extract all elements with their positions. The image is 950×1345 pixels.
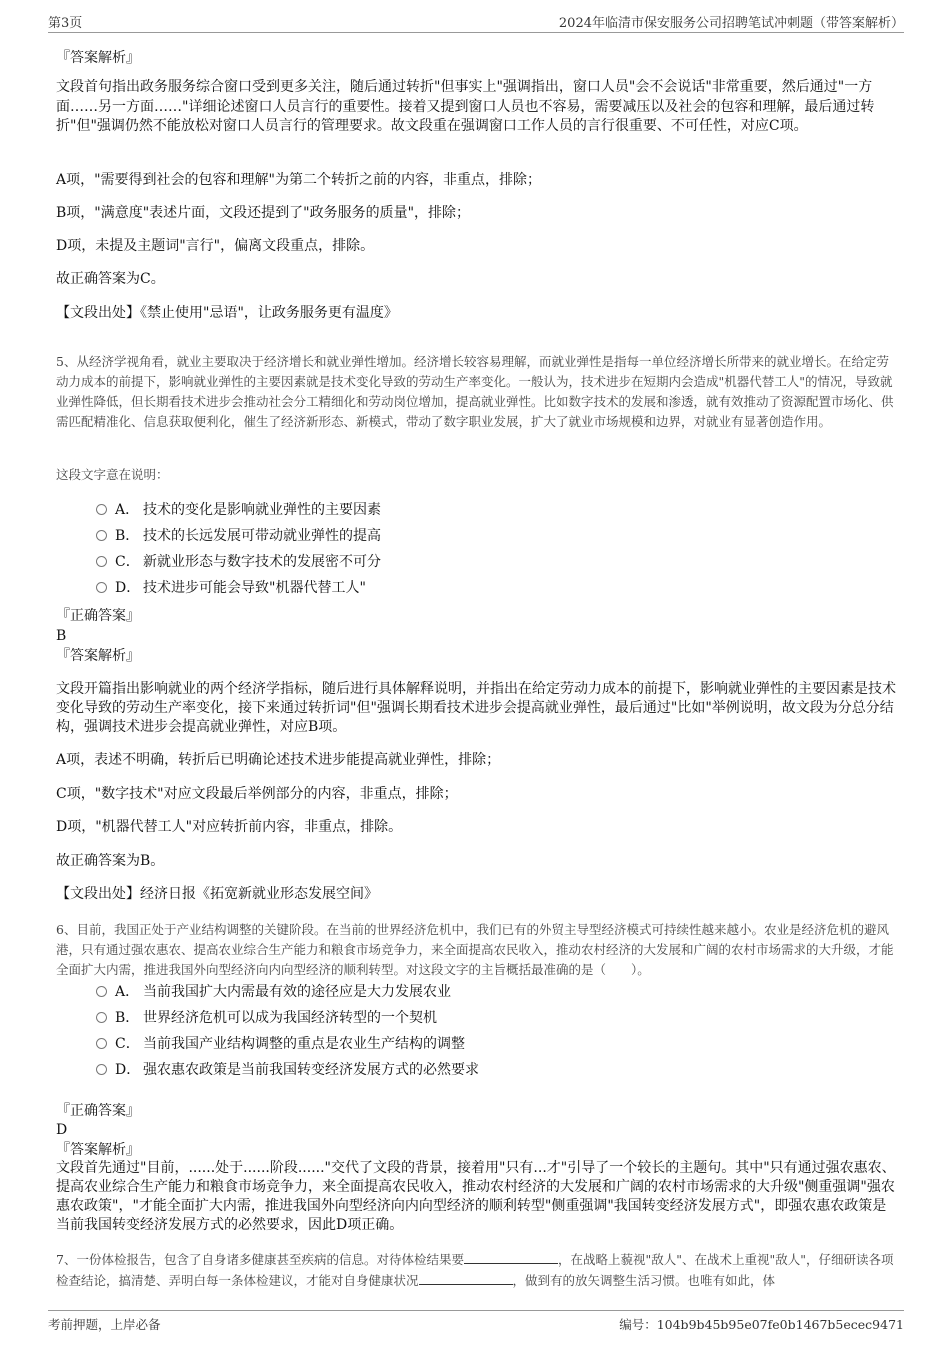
q6-stem: 6、目前，我国正处于产业结构调整的关键阶段。在当前的世界经济危机中，我们已有的外贸主导型经济模式可持续性越来越小。农业是经济危机的避风港，只有通过强农惠农、提高农业综合生产能力和粮食市场竞争力，来全面提高农民收入，推动农村经济的大发展和广阔的农村市场需求的大升级，才能全面扩大内需，推进我国外向型经济向内向型经济的顺利转型。对这段文字的主旨概括最准确的是（ ）。 [56, 922, 894, 977]
q5-option-d[interactable]: D． 技术进步可能会导致"机器代替工人" [96, 578, 366, 598]
q5-option-a-note: A项，表述不明确，转折后已明确论述技术进步能提高就业弹性，排除； [56, 752, 501, 768]
q5-answer: B [56, 628, 67, 644]
q5-option-c-note: C项，"数字技术"对应文段最后举例部分的内容，非重点，排除； [56, 786, 458, 802]
q4-analysis-label: 『答案解析』 [56, 50, 140, 66]
radio-icon[interactable] [96, 1064, 107, 1075]
q5-source: 【文段出处】经济日报《拓宽新就业形态发展空间》 [56, 886, 378, 902]
q5-option-d-note: D项，"机器代替工人"对应转折前内容，非重点，排除。 [56, 819, 403, 835]
q5-option-c[interactable]: C． 新就业形态与数字技术的发展密不可分 [96, 552, 381, 572]
q6-option-a[interactable]: A． 当前我国扩大内需最有效的途径应是大力发展农业 [96, 982, 451, 1002]
radio-icon[interactable] [96, 556, 107, 567]
q5-prompt: 这段文字意在说明： [56, 467, 169, 482]
q5-conclusion: 故正确答案为B。 [56, 853, 165, 869]
q6-option-d[interactable]: D． 强农惠农政策是当前我国转变经济发展方式的必然要求 [96, 1060, 479, 1080]
footer-slogan: 考前押题，上岸必备 [48, 1317, 161, 1332]
document-code: 编号：104b9b45b95e07fe0b1467b5ecec9471 [619, 1317, 904, 1332]
radio-icon[interactable] [96, 504, 107, 515]
q6-answer: D [56, 1122, 68, 1138]
q5-answer-label: 『正确答案』 [56, 608, 140, 624]
q4-option-a-note: A项，"需要得到社会的包容和理解"为第二个转折之前的内容，非重点，排除； [56, 172, 541, 188]
q4-option-b-note: B项，"满意度"表述片面，文段还提到了"政务服务的质量"，排除； [56, 205, 471, 221]
q6-option-c[interactable]: C． 当前我国产业结构调整的重点是农业生产结构的调整 [96, 1034, 465, 1054]
q5-analysis-text: 文段开篇指出影响就业的两个经济学指标，随后进行具体解释说明，并指出在给定劳动力成本的前提下，影响就业弹性的主要因素是技术变化导致的劳动生产率变化，接下来通过转折词"但"强调长期看技术进步会提高就业弹性，最后通过"比如"举例说明，故文段为分总分结构，强调技术进步会提高就业弹性，对应B项。 [56, 681, 896, 735]
radio-icon[interactable] [96, 1038, 107, 1049]
page-footer [48, 1310, 904, 1335]
page-number: 第3页 [48, 16, 83, 31]
q7-blank-1[interactable] [464, 1250, 558, 1264]
q6-analysis-label: 『答案解析』 [56, 1142, 140, 1158]
q4-source: 【文段出处】《禁止使用"忌语"，让政务服务更有温度》 [56, 305, 398, 321]
q6-option-b[interactable]: B． 世界经济危机可以成为我国经济转型的一个契机 [96, 1008, 437, 1028]
q4-analysis-text: 文段首句指出政务服务综合窗口受到更多关注，随后通过转折"但事实上"强调指出，窗口人员"会不会说话"非常重要，然后通过"一方面……另一方面……"详细论述窗口人员言行的重要性。接着又提到窗口人员也不容易，需要减压以及社会的包容和理解，最后通过转折"但"强调仍然不能放松对窗口人员言行的管理要求。故文段重在强调窗口工作人员的言行很重要、不可任性，对应C项。 [56, 79, 875, 134]
q6-answer-label: 『正确答案』 [56, 1103, 140, 1119]
q5-option-a[interactable]: A． 技术的变化是影响就业弹性的主要因素 [96, 500, 381, 520]
q4-option-d-note: D项，未提及主题词"言行"，偏离文段重点，排除。 [56, 238, 375, 254]
page-header [48, 10, 904, 33]
q7-blank-2[interactable] [419, 1271, 513, 1285]
document-title: 2024年临清市保安服务公司招聘笔试冲刺题（带答案解析） [558, 16, 904, 31]
q5-option-b[interactable]: B． 技术的长远发展可带动就业弹性的提高 [96, 526, 381, 546]
q7-stem: 7、一份体检报告，包含了自身诸多健康甚至疾病的信息。对待体检结果要 ，在战略上藐视"敌人"、在战术上重视"敌人"，仔细研读各项检查结论，搞清楚、弄明白每一条体检建议，才能对自身健康状况 ，做到有的放矢调整生活习惯。也唯有如此，体 [56, 1252, 894, 1288]
q5-analysis-label: 『答案解析』 [56, 648, 140, 664]
radio-icon[interactable] [96, 530, 107, 541]
radio-icon[interactable] [96, 1012, 107, 1023]
q4-conclusion: 故正确答案为C。 [56, 271, 165, 287]
radio-icon[interactable] [96, 582, 107, 593]
q5-stem: 5、从经济学视角看，就业主要取决于经济增长和就业弹性增加。经济增长较容易理解，而就业弹性是指每一单位经济增长所带来的就业增长。在给定劳动力成本的前提下，影响就业弹性的主要因素就是技术变化导致的劳动生产率变化。一般认为，技术进步在短期内会造成"机器代替工人"的情况，导致就业弹性降低，但长期看技术进步会推动社会分工精细化和劳动岗位增加，提高就业弹性。比如数字技术的发展和渗透，就有效推动了资源配置市场化、供需匹配精准化、信息获取便利化，催生了经济新形态、新模式，带动了数字职业发展，扩大了就业市场规模和边界，对就业有显著创造作用。 [56, 354, 894, 429]
radio-icon[interactable] [96, 986, 107, 997]
q6-analysis-text: 文段首先通过"目前，......处于......阶段......"交代了文段的背景，接着用"只有...才"引导了一个较长的主题句。其中"只有通过强农惠农、提高农业综合生产能力和粮食市场竞争力，来全面提高农民收入，推动农村经济的大发展和广阔的农村市场需求的大升级"侧重强调"强农惠农政策"，"才能全面扩大内需，推进我国外向型经济向内向型经济的顺利转型"侧重强调"我国转变经济发展方式"，即强农惠农政策是当前我国转变经济发展方式的必然要求，因此D项正确。 [56, 1160, 896, 1233]
